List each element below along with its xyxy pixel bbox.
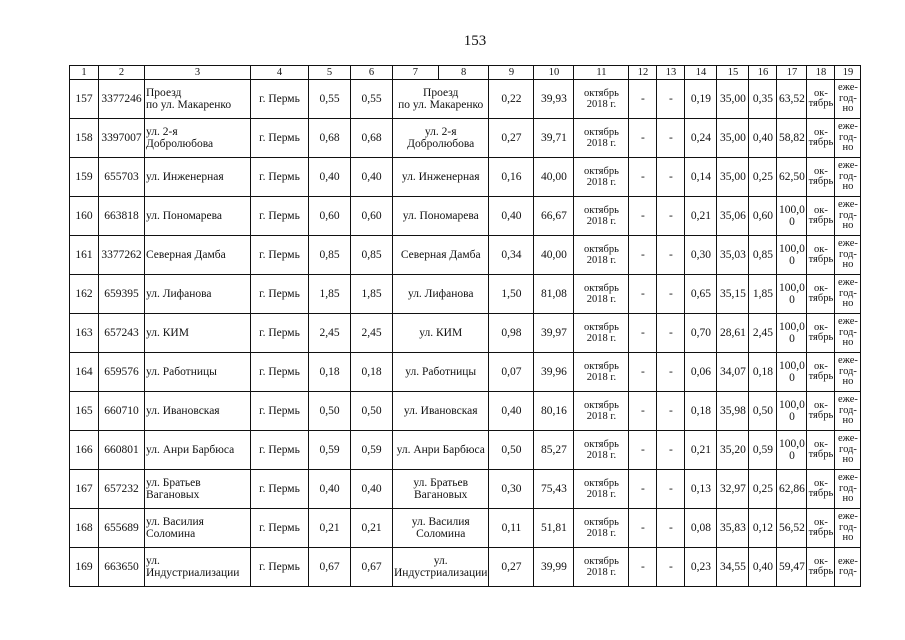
col16-cell: 0,59: [749, 431, 777, 470]
section-name-cell: ул. Индустриализации: [393, 548, 489, 587]
col17-cell: 100,0 0: [777, 236, 807, 275]
column-number-1: 1: [70, 66, 99, 80]
city-cell: г. Пермь: [251, 509, 309, 548]
table-row: [70, 392, 861, 431]
col19-cell: еже- год- но: [835, 197, 861, 236]
column-number-18: 18: [807, 66, 835, 80]
city-cell: г. Пермь: [251, 470, 309, 509]
col6-cell: 0,21: [351, 509, 393, 548]
col16-cell: 1,85: [749, 275, 777, 314]
col16-cell: 0,85: [749, 236, 777, 275]
table-row: [70, 119, 861, 158]
col15-cell: 34,55: [717, 548, 749, 587]
section-name-cell: ул. Ивановская: [393, 392, 489, 431]
col12-cell: -: [629, 275, 657, 314]
road-name-cell: Северная Дамба: [145, 236, 251, 275]
col15-cell: 35,83: [717, 509, 749, 548]
section-name-cell: Проезд по ул. Макаренко: [393, 80, 489, 119]
code-cell: 663650: [99, 548, 145, 587]
col15-cell: 32,97: [717, 470, 749, 509]
road-name-cell: ул. Пономарева: [145, 197, 251, 236]
col19-cell: еже- год- но: [835, 392, 861, 431]
col18-cell: ок- тябрь: [807, 314, 835, 353]
col13-cell: -: [657, 392, 685, 431]
col17-cell: 100,0 0: [777, 353, 807, 392]
col15-cell: 35,20: [717, 431, 749, 470]
city-cell: г. Пермь: [251, 158, 309, 197]
col10-cell: 85,27: [534, 431, 574, 470]
row-number-cell: 169: [70, 548, 99, 587]
col19-cell: еже- год- но: [835, 314, 861, 353]
code-cell: 659395: [99, 275, 145, 314]
col5-cell: 2,45: [309, 314, 351, 353]
section-name-cell: Северная Дамба: [393, 236, 489, 275]
col13-cell: -: [657, 431, 685, 470]
city-cell: г. Пермь: [251, 353, 309, 392]
col5-cell: 0,59: [309, 431, 351, 470]
table-row: [70, 158, 861, 197]
city-cell: г. Пермь: [251, 392, 309, 431]
city-cell: г. Пермь: [251, 431, 309, 470]
col14-cell: 0,13: [685, 470, 717, 509]
col12-cell: -: [629, 470, 657, 509]
col19-cell: еже- год- но: [835, 470, 861, 509]
col6-cell: 0,67: [351, 548, 393, 587]
row-number-cell: 162: [70, 275, 99, 314]
code-cell: 663818: [99, 197, 145, 236]
code-cell: 3377246: [99, 80, 145, 119]
col9-cell: 0,30: [489, 470, 534, 509]
col9-cell: 0,40: [489, 197, 534, 236]
column-number-15: 15: [717, 66, 749, 80]
col15-cell: 35,03: [717, 236, 749, 275]
section-name-cell: ул. Василия Соломина: [393, 509, 489, 548]
col16-cell: 2,45: [749, 314, 777, 353]
col15-cell: 35,98: [717, 392, 749, 431]
col5-cell: 0,85: [309, 236, 351, 275]
col16-cell: 0,35: [749, 80, 777, 119]
road-name-cell: ул. КИМ: [145, 314, 251, 353]
column-number-14: 14: [685, 66, 717, 80]
col19-cell: еже- год- но: [835, 236, 861, 275]
col6-cell: 0,68: [351, 119, 393, 158]
city-cell: г. Пермь: [251, 80, 309, 119]
col18-cell: ок- тябрь: [807, 275, 835, 314]
col13-cell: -: [657, 119, 685, 158]
col9-cell: 0,11: [489, 509, 534, 548]
col18-cell: ок- тябрь: [807, 470, 835, 509]
date-cell: октябрь 2018 г.: [574, 470, 629, 509]
col19-cell: еже- год-: [835, 548, 861, 587]
table-row: [70, 548, 861, 587]
col14-cell: 0,30: [685, 236, 717, 275]
road-name-cell: ул. Лифанова: [145, 275, 251, 314]
column-number-2: 2: [99, 66, 145, 80]
section-name-cell: ул. Пономарева: [393, 197, 489, 236]
column-number-8: 8: [438, 66, 489, 80]
col15-cell: 28,61: [717, 314, 749, 353]
road-name-cell: ул. 2-я Добролюбова: [145, 119, 251, 158]
col12-cell: -: [629, 119, 657, 158]
code-cell: 657243: [99, 314, 145, 353]
col18-cell: ок- тябрь: [807, 431, 835, 470]
road-name-cell: ул. Братьев Вагановых: [145, 470, 251, 509]
col18-cell: ок- тябрь: [807, 353, 835, 392]
road-name-cell: ул. Индустриализации: [145, 548, 251, 587]
section-name-cell: ул. 2-я Добролюбова: [393, 119, 489, 158]
col14-cell: 0,19: [685, 80, 717, 119]
table-row: [70, 314, 861, 353]
col17-cell: 100,0 0: [777, 197, 807, 236]
col13-cell: -: [657, 197, 685, 236]
col5-cell: 0,67: [309, 548, 351, 587]
col12-cell: -: [629, 353, 657, 392]
col13-cell: -: [657, 236, 685, 275]
col13-cell: -: [657, 80, 685, 119]
column-number-6: 6: [351, 66, 393, 80]
col6-cell: 0,55: [351, 80, 393, 119]
column-number-13: 13: [657, 66, 685, 80]
column-number-11: 11: [574, 66, 629, 80]
col10-cell: 81,08: [534, 275, 574, 314]
table-header: [70, 66, 861, 80]
date-cell: октябрь 2018 г.: [574, 392, 629, 431]
table-row: [70, 431, 861, 470]
date-cell: октябрь 2018 г.: [574, 509, 629, 548]
date-cell: октябрь 2018 г.: [574, 119, 629, 158]
col10-cell: 39,99: [534, 548, 574, 587]
city-cell: г. Пермь: [251, 275, 309, 314]
col9-cell: 1,50: [489, 275, 534, 314]
road-name-cell: ул. Анри Барбюса: [145, 431, 251, 470]
col19-cell: еже- год- но: [835, 119, 861, 158]
table-body: [70, 80, 861, 587]
date-cell: октябрь 2018 г.: [574, 158, 629, 197]
col16-cell: 0,40: [749, 119, 777, 158]
column-number-5: 5: [309, 66, 351, 80]
col17-cell: 62,86: [777, 470, 807, 509]
column-number-12: 12: [629, 66, 657, 80]
city-cell: г. Пермь: [251, 314, 309, 353]
col12-cell: -: [629, 392, 657, 431]
col5-cell: 0,21: [309, 509, 351, 548]
date-cell: октябрь 2018 г.: [574, 197, 629, 236]
col17-cell: 63,52: [777, 80, 807, 119]
col12-cell: -: [629, 80, 657, 119]
col16-cell: 0,18: [749, 353, 777, 392]
col13-cell: -: [657, 470, 685, 509]
col10-cell: 39,97: [534, 314, 574, 353]
col18-cell: ок- тябрь: [807, 548, 835, 587]
col9-cell: 0,22: [489, 80, 534, 119]
col5-cell: 0,40: [309, 470, 351, 509]
date-cell: октябрь 2018 г.: [574, 548, 629, 587]
table-row: [70, 353, 861, 392]
col15-cell: 35,00: [717, 80, 749, 119]
col14-cell: 0,18: [685, 392, 717, 431]
col16-cell: 0,25: [749, 470, 777, 509]
col6-cell: 0,18: [351, 353, 393, 392]
col18-cell: ок- тябрь: [807, 119, 835, 158]
header-row: [70, 66, 861, 80]
col17-cell: 56,52: [777, 509, 807, 548]
section-name-cell: ул. Инженерная: [393, 158, 489, 197]
city-cell: г. Пермь: [251, 197, 309, 236]
col19-cell: еже- год- но: [835, 353, 861, 392]
row-number-cell: 158: [70, 119, 99, 158]
data-table: [69, 65, 861, 587]
table-row: [70, 275, 861, 314]
code-cell: 655703: [99, 158, 145, 197]
row-number-cell: 160: [70, 197, 99, 236]
row-number-cell: 161: [70, 236, 99, 275]
col15-cell: 35,06: [717, 197, 749, 236]
col10-cell: 39,71: [534, 119, 574, 158]
col6-cell: 0,60: [351, 197, 393, 236]
col15-cell: 34,07: [717, 353, 749, 392]
col19-cell: еже- год- но: [835, 158, 861, 197]
table-row: [70, 509, 861, 548]
col13-cell: -: [657, 158, 685, 197]
col10-cell: 75,43: [534, 470, 574, 509]
col10-cell: 66,67: [534, 197, 574, 236]
col9-cell: 0,40: [489, 392, 534, 431]
col9-cell: 0,34: [489, 236, 534, 275]
col12-cell: -: [629, 314, 657, 353]
col13-cell: -: [657, 314, 685, 353]
col12-cell: -: [629, 509, 657, 548]
column-number-17: 17: [777, 66, 807, 80]
col6-cell: 2,45: [351, 314, 393, 353]
col10-cell: 39,96: [534, 353, 574, 392]
road-name-cell: Проезд по ул. Макаренко: [145, 80, 251, 119]
row-number-cell: 157: [70, 80, 99, 119]
city-cell: г. Пермь: [251, 236, 309, 275]
col13-cell: -: [657, 275, 685, 314]
col9-cell: 0,27: [489, 119, 534, 158]
col12-cell: -: [629, 158, 657, 197]
col10-cell: 39,93: [534, 80, 574, 119]
date-cell: октябрь 2018 г.: [574, 431, 629, 470]
city-cell: г. Пермь: [251, 119, 309, 158]
row-number-cell: 164: [70, 353, 99, 392]
col12-cell: -: [629, 548, 657, 587]
col12-cell: -: [629, 431, 657, 470]
col6-cell: 0,85: [351, 236, 393, 275]
column-number-10: 10: [534, 66, 574, 80]
col6-cell: 0,40: [351, 158, 393, 197]
col5-cell: 0,55: [309, 80, 351, 119]
section-name-cell: ул. КИМ: [393, 314, 489, 353]
col18-cell: ок- тябрь: [807, 158, 835, 197]
section-name-cell: ул. Работницы: [393, 353, 489, 392]
col14-cell: 0,21: [685, 431, 717, 470]
col14-cell: 0,08: [685, 509, 717, 548]
col16-cell: 0,60: [749, 197, 777, 236]
road-name-cell: ул. Василия Соломина: [145, 509, 251, 548]
col6-cell: 1,85: [351, 275, 393, 314]
table-row: [70, 80, 861, 119]
road-name-cell: ул. Инженерная: [145, 158, 251, 197]
col5-cell: 0,68: [309, 119, 351, 158]
col5-cell: 0,18: [309, 353, 351, 392]
col9-cell: 0,50: [489, 431, 534, 470]
code-cell: 657232: [99, 470, 145, 509]
column-number-16: 16: [749, 66, 777, 80]
column-number-3: 3: [145, 66, 251, 80]
col10-cell: 40,00: [534, 158, 574, 197]
col17-cell: 100,0 0: [777, 392, 807, 431]
col16-cell: 0,50: [749, 392, 777, 431]
row-number-cell: 163: [70, 314, 99, 353]
col9-cell: 0,07: [489, 353, 534, 392]
col10-cell: 80,16: [534, 392, 574, 431]
col14-cell: 0,65: [685, 275, 717, 314]
col15-cell: 35,15: [717, 275, 749, 314]
table-row: [70, 236, 861, 275]
code-cell: 659576: [99, 353, 145, 392]
date-cell: октябрь 2018 г.: [574, 236, 629, 275]
col10-cell: 40,00: [534, 236, 574, 275]
code-cell: 655689: [99, 509, 145, 548]
row-number-cell: 168: [70, 509, 99, 548]
code-cell: 3377262: [99, 236, 145, 275]
col6-cell: 0,50: [351, 392, 393, 431]
col14-cell: 0,23: [685, 548, 717, 587]
col5-cell: 1,85: [309, 275, 351, 314]
col17-cell: 100,0 0: [777, 431, 807, 470]
col5-cell: 0,50: [309, 392, 351, 431]
table-row: [70, 197, 861, 236]
col13-cell: -: [657, 353, 685, 392]
road-name-cell: ул. Ивановская: [145, 392, 251, 431]
col5-cell: 0,60: [309, 197, 351, 236]
column-number-9: 9: [489, 66, 534, 80]
col9-cell: 0,27: [489, 548, 534, 587]
col16-cell: 0,40: [749, 548, 777, 587]
date-cell: октябрь 2018 г.: [574, 80, 629, 119]
col14-cell: 0,21: [685, 197, 717, 236]
col12-cell: -: [629, 197, 657, 236]
col14-cell: 0,06: [685, 353, 717, 392]
col5-cell: 0,40: [309, 158, 351, 197]
col18-cell: ок- тябрь: [807, 236, 835, 275]
col10-cell: 51,81: [534, 509, 574, 548]
city-cell: г. Пермь: [251, 548, 309, 587]
col13-cell: -: [657, 548, 685, 587]
code-cell: 660710: [99, 392, 145, 431]
col17-cell: 100,0 0: [777, 314, 807, 353]
col16-cell: 0,25: [749, 158, 777, 197]
date-cell: октябрь 2018 г.: [574, 353, 629, 392]
date-cell: октябрь 2018 г.: [574, 275, 629, 314]
col17-cell: 59,47: [777, 548, 807, 587]
col18-cell: ок- тябрь: [807, 509, 835, 548]
col14-cell: 0,70: [685, 314, 717, 353]
col9-cell: 0,98: [489, 314, 534, 353]
section-name-cell: ул. Анри Барбюса: [393, 431, 489, 470]
date-cell: октябрь 2018 г.: [574, 314, 629, 353]
code-cell: 660801: [99, 431, 145, 470]
col6-cell: 0,59: [351, 431, 393, 470]
table-row: [70, 470, 861, 509]
col18-cell: ок- тябрь: [807, 197, 835, 236]
col19-cell: еже- год- но: [835, 80, 861, 119]
col16-cell: 0,12: [749, 509, 777, 548]
col15-cell: 35,00: [717, 119, 749, 158]
col12-cell: -: [629, 236, 657, 275]
col6-cell: 0,40: [351, 470, 393, 509]
col19-cell: еже- год- но: [835, 275, 861, 314]
col15-cell: 35,00: [717, 158, 749, 197]
col18-cell: ок- тябрь: [807, 392, 835, 431]
col17-cell: 58,82: [777, 119, 807, 158]
column-number-4: 4: [251, 66, 309, 80]
col18-cell: ок- тябрь: [807, 80, 835, 119]
col13-cell: -: [657, 509, 685, 548]
col14-cell: 0,24: [685, 119, 717, 158]
row-number-cell: 165: [70, 392, 99, 431]
col9-cell: 0,16: [489, 158, 534, 197]
column-number-19: 19: [835, 66, 861, 80]
row-number-cell: 166: [70, 431, 99, 470]
row-number-cell: 159: [70, 158, 99, 197]
col17-cell: 62,50: [777, 158, 807, 197]
road-name-cell: ул. Работницы: [145, 353, 251, 392]
row-number-cell: 167: [70, 470, 99, 509]
section-name-cell: ул. Братьев Вагановых: [393, 470, 489, 509]
column-number-7: 7: [393, 66, 439, 80]
code-cell: 3397007: [99, 119, 145, 158]
col14-cell: 0,14: [685, 158, 717, 197]
section-name-cell: ул. Лифанова: [393, 275, 489, 314]
col19-cell: еже- год- но: [835, 509, 861, 548]
page-number: 153: [463, 33, 487, 49]
col17-cell: 100,0 0: [777, 275, 807, 314]
col19-cell: еже- год- но: [835, 431, 861, 470]
